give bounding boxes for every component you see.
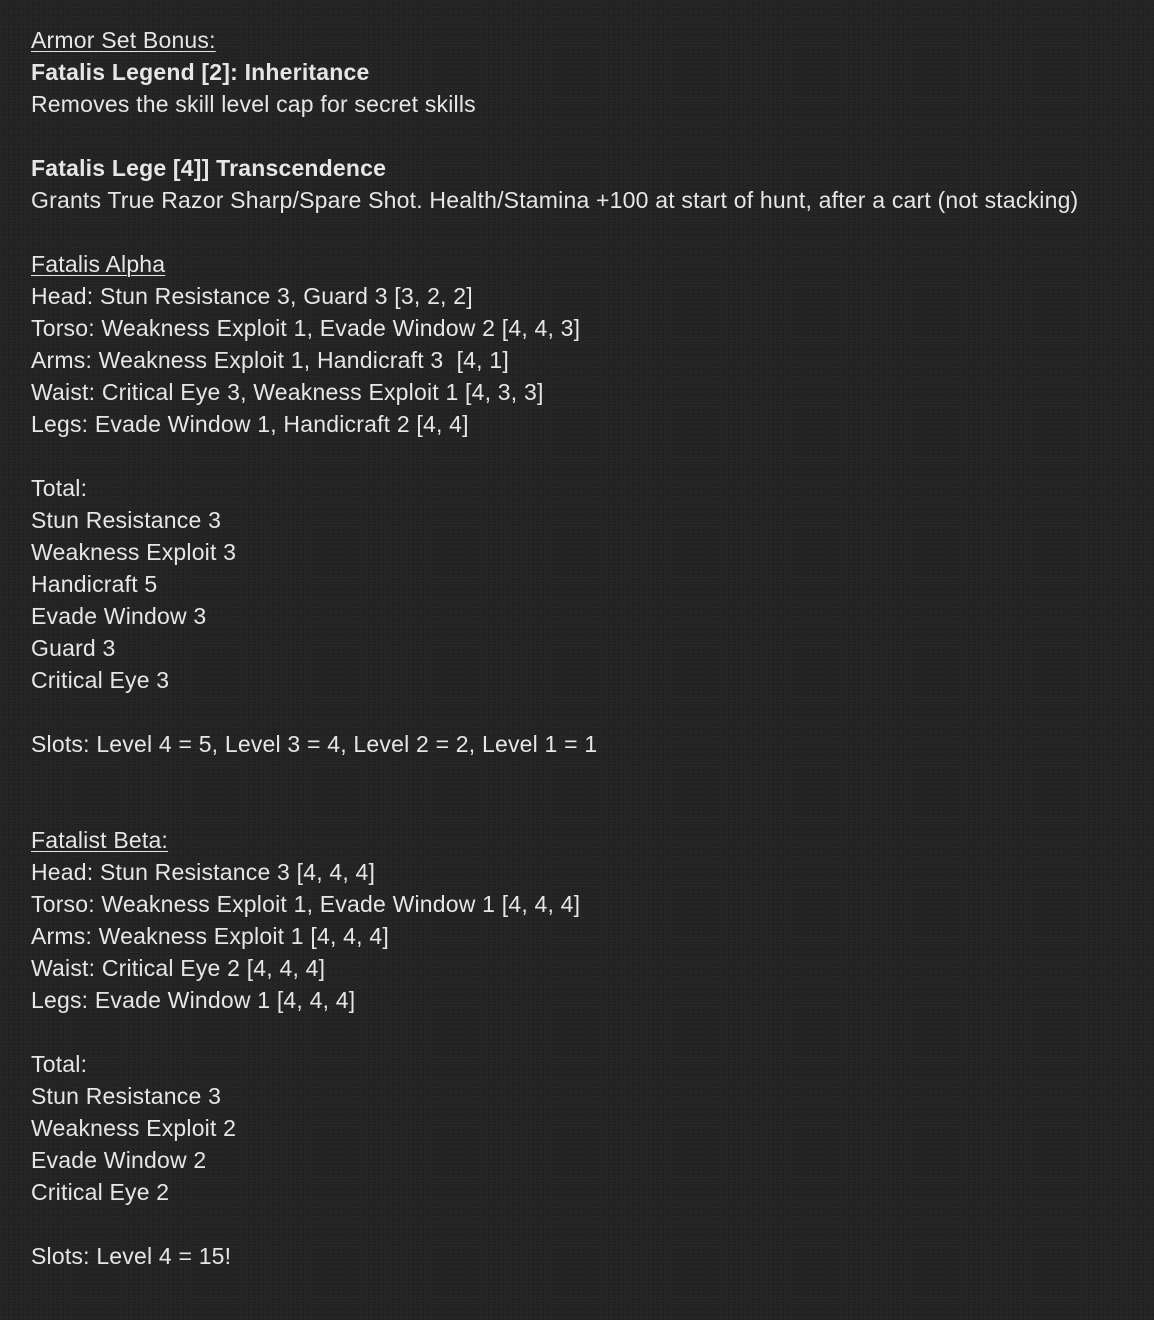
beta-total-item: Evade Window 2 (31, 1147, 207, 1173)
blank-lines (31, 760, 1111, 824)
alpha-total-item: Critical Eye 3 (31, 667, 170, 693)
blank-line (31, 1208, 1111, 1240)
beta-total-item: Stun Resistance 3 (31, 1083, 222, 1109)
alpha-piece-waist: Waist: Critical Eye 3, Weakness Exploit 1 [4, 3, 3] (31, 379, 544, 405)
tier2-title: Fatalis Legend [2]: Inheritance (31, 59, 370, 85)
tier2-description: Removes the skill level cap for secret skills (31, 91, 476, 117)
alpha-piece-head: Head: Stun Resistance 3, Guard 3 [3, 2, 2] (31, 283, 473, 309)
alpha-piece-arms: Arms: Weakness Exploit 1, Handicraft 3 [4, 1] (31, 347, 509, 373)
alpha-total-item: Evade Window 3 (31, 603, 207, 629)
alpha-total-item: Weakness Exploit 3 (31, 539, 237, 565)
alpha-total-item: Guard 3 (31, 635, 116, 661)
blank-line (31, 120, 1111, 152)
blank-line (31, 1016, 1111, 1048)
tier4-title: Fatalis Lege [4]] Transcendence (31, 155, 387, 181)
blank-line (31, 440, 1111, 472)
alpha-piece-legs: Legs: Evade Window 1, Handicraft 2 [4, 4] (31, 411, 469, 437)
note-body[interactable] (31, 24, 1111, 1272)
beta-piece-torso: Torso: Weakness Exploit 1, Evade Window 1 [4, 4, 4] (31, 891, 581, 917)
beta-piece-waist: Waist: Critical Eye 2 [4, 4, 4] (31, 955, 326, 981)
beta-piece-arms: Arms: Weakness Exploit 1 [4, 4, 4] (31, 923, 389, 949)
alpha-total-item: Stun Resistance 3 (31, 507, 222, 533)
beta-heading: Fatalist Beta: (31, 827, 169, 853)
alpha-total-item: Handicraft 5 (31, 571, 158, 597)
beta-total-item: Weakness Exploit 2 (31, 1115, 237, 1141)
set-bonus-heading: Armor Set Bonus: (31, 27, 216, 53)
alpha-heading: Fatalis Alpha (31, 251, 166, 277)
beta-piece-head: Head: Stun Resistance 3 [4, 4, 4] (31, 859, 376, 885)
alpha-slots: Slots: Level 4 = 5, Level 3 = 4, Level 2 = 2, Level 1 = 1 (31, 731, 598, 757)
beta-total-item: Critical Eye 2 (31, 1179, 170, 1205)
blank-line (31, 216, 1111, 248)
alpha-total-label: Total: (31, 475, 88, 501)
alpha-piece-torso: Torso: Weakness Exploit 1, Evade Window 2 [4, 4, 3] (31, 315, 581, 341)
beta-piece-legs: Legs: Evade Window 1 [4, 4, 4] (31, 987, 356, 1013)
beta-total-label: Total: (31, 1051, 88, 1077)
blank-line (31, 696, 1111, 728)
beta-slots: Slots: Level 4 = 15! (31, 1243, 232, 1269)
tier4-description: Grants True Razor Sharp/Spare Shot. Health/Stamina +100 at start of hunt, after a cart (not stacking) (31, 187, 1079, 213)
